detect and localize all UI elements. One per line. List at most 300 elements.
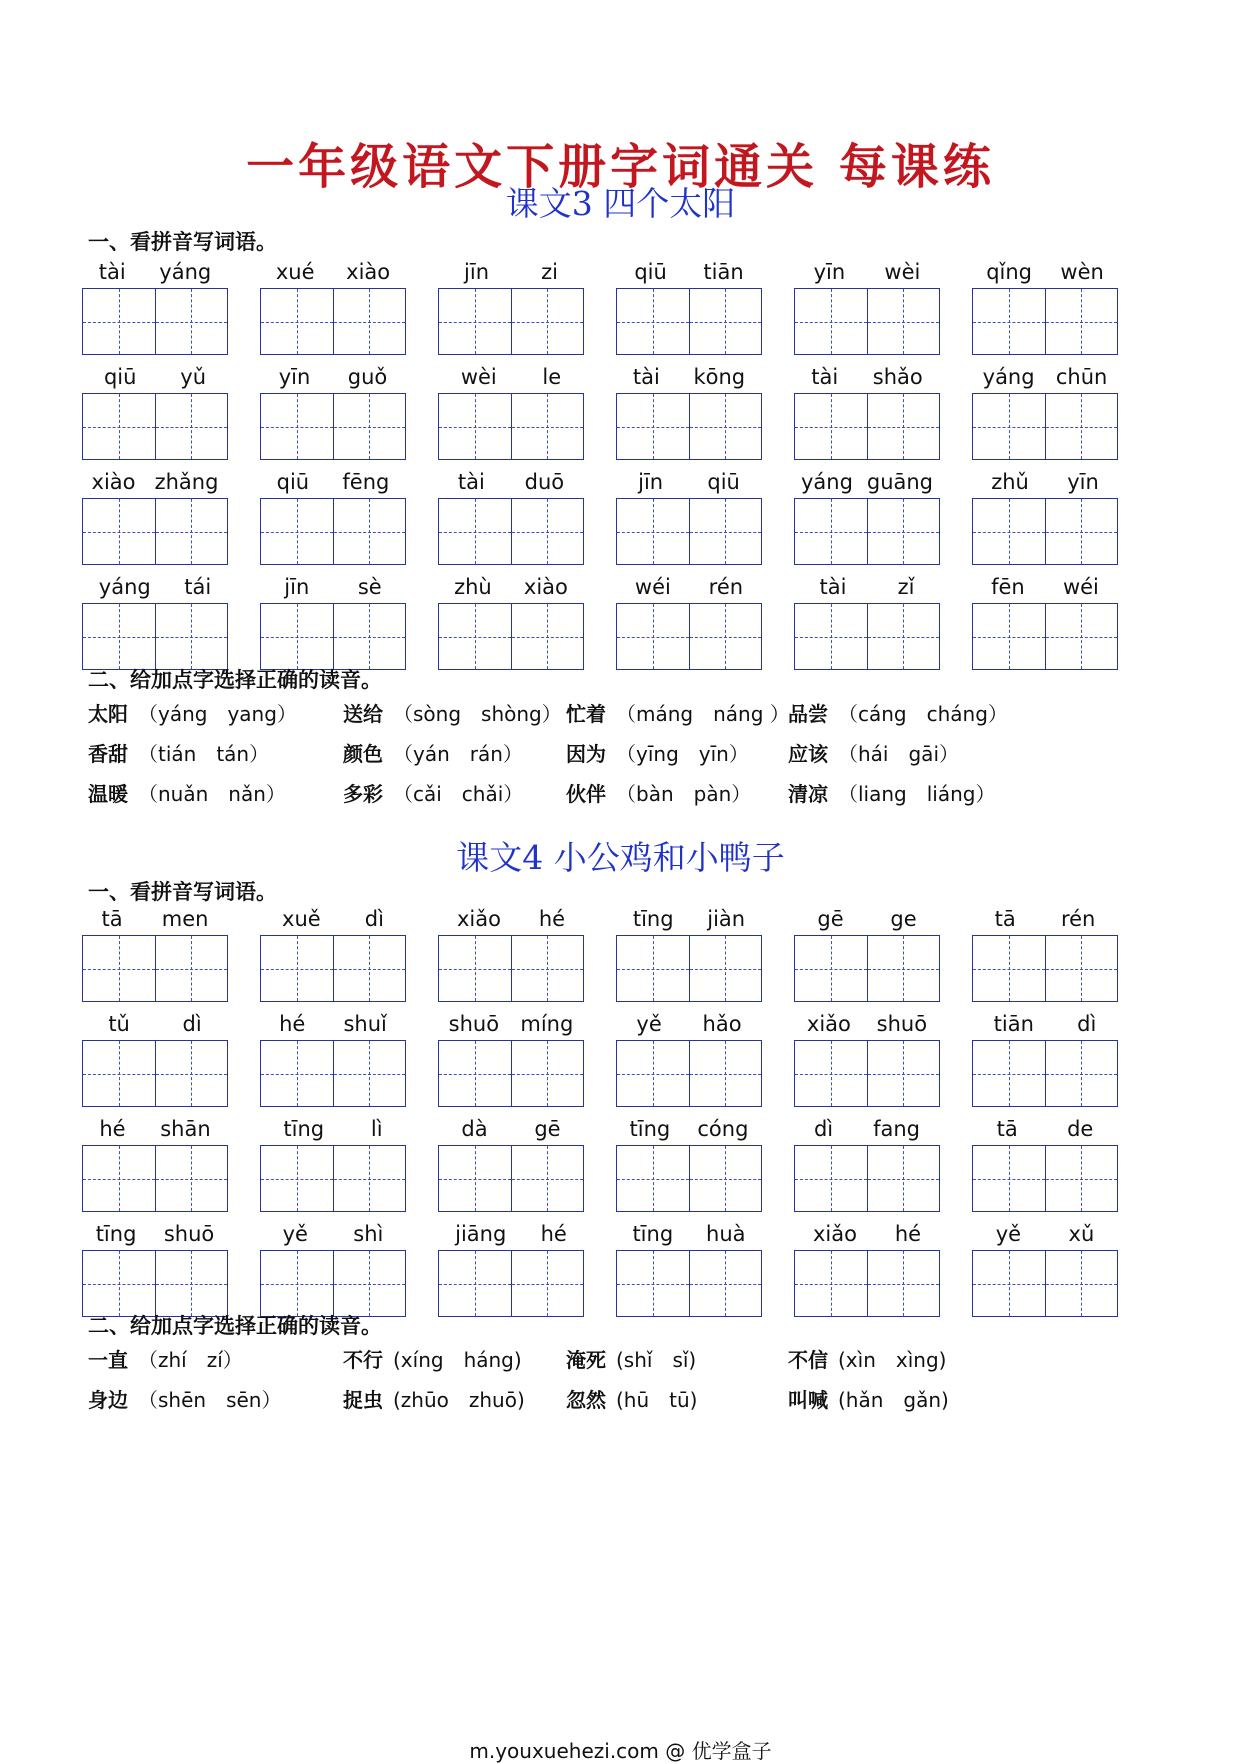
pinyin-label — [972, 1008, 1118, 1040]
writing-box[interactable] — [438, 288, 584, 355]
pinyin-syllable: qǐng — [986, 260, 1032, 284]
character-square[interactable] — [155, 936, 228, 1001]
reading-options[interactable]: （liang liáng） — [838, 782, 996, 806]
pinyin-syllable: tài — [811, 365, 839, 389]
character-square[interactable] — [439, 1251, 511, 1316]
reading-item — [343, 778, 523, 807]
reading-options[interactable]: （nuǎn nǎn） — [138, 782, 286, 806]
character-square[interactable] — [261, 936, 333, 1001]
character-square[interactable] — [511, 499, 584, 564]
word-cell — [260, 361, 406, 460]
grid-row — [82, 1008, 1122, 1113]
pinyin-syllable: fēng — [342, 470, 390, 494]
character-square[interactable] — [795, 289, 867, 354]
word-cell — [972, 1008, 1118, 1107]
character-square[interactable] — [689, 936, 762, 1001]
pinyin-syllable: tīng — [629, 1117, 671, 1141]
reading-row — [88, 1384, 1128, 1424]
writing-box[interactable] — [82, 935, 228, 1002]
writing-box[interactable] — [82, 498, 228, 565]
character-square[interactable] — [155, 1251, 228, 1316]
writing-box[interactable] — [82, 288, 228, 355]
character-square[interactable] — [1045, 1251, 1118, 1316]
reading-item — [788, 1384, 949, 1413]
character-square[interactable] — [867, 499, 940, 564]
reading-word: 应该 — [788, 742, 828, 766]
writing-box[interactable] — [972, 603, 1118, 670]
character-square[interactable] — [439, 604, 511, 669]
writing-box[interactable] — [438, 1250, 584, 1317]
writing-box[interactable] — [438, 935, 584, 1002]
character-square[interactable] — [1045, 499, 1118, 564]
page-title: 一年级语文下册字词通关 每课练 — [246, 139, 995, 195]
pinyin-syllable: yǔ — [180, 365, 207, 389]
character-square[interactable] — [333, 1041, 406, 1106]
pinyin-syllable: hǎo — [702, 1012, 742, 1036]
word-cell — [438, 256, 584, 355]
reading-options[interactable]: （yáng yang） — [138, 702, 297, 726]
writing-box[interactable] — [616, 393, 762, 460]
pinyin-syllable: tā — [996, 1117, 1018, 1141]
pinyin-syllable: jīn — [284, 575, 310, 599]
character-square[interactable] — [261, 604, 333, 669]
pinyin-label — [260, 361, 406, 393]
pinyin-label — [82, 571, 228, 603]
writing-box[interactable] — [438, 603, 584, 670]
writing-box[interactable] — [82, 603, 228, 670]
pinyin-syllable: zhù — [454, 575, 492, 599]
pinyin-syllable: dì — [364, 907, 384, 931]
writing-box[interactable] — [794, 935, 940, 1002]
pinyin-syllable: xiǎo — [456, 907, 501, 931]
reading-item — [343, 1384, 525, 1413]
pinyin-label — [616, 1218, 762, 1250]
reading-options[interactable]: （máng náng ） — [616, 702, 790, 726]
character-square[interactable] — [439, 1146, 511, 1211]
word-cell — [82, 1113, 228, 1212]
writing-box[interactable] — [260, 498, 406, 565]
word-cell — [260, 466, 406, 565]
pinyin-syllable: xiǎo — [806, 1012, 851, 1036]
character-square[interactable] — [83, 394, 155, 459]
character-square[interactable] — [973, 499, 1045, 564]
pinyin-label — [972, 256, 1118, 288]
character-square[interactable] — [617, 936, 689, 1001]
character-square[interactable] — [439, 936, 511, 1001]
reading-options[interactable]: （cǎi chǎi） — [393, 782, 524, 806]
reading-word: 颜色 — [343, 742, 383, 766]
writing-box[interactable] — [438, 1040, 584, 1107]
character-square[interactable] — [333, 394, 406, 459]
character-square[interactable] — [261, 499, 333, 564]
writing-box[interactable] — [82, 1145, 228, 1212]
character-square[interactable] — [867, 1251, 940, 1316]
character-square[interactable] — [867, 394, 940, 459]
character-square[interactable] — [155, 394, 228, 459]
word-cell — [260, 256, 406, 355]
pinyin-syllable: jīn — [464, 260, 490, 284]
pinyin-label — [82, 466, 228, 498]
pinyin-label — [616, 571, 762, 603]
pinyin-syllable: men — [161, 907, 209, 931]
writing-box[interactable] — [616, 1040, 762, 1107]
character-square[interactable] — [867, 1041, 940, 1106]
character-square[interactable] — [973, 1251, 1045, 1316]
character-square[interactable] — [511, 1251, 584, 1316]
reading-word: 不行 — [343, 1348, 383, 1372]
pinyin-syllable: qiū — [103, 365, 137, 389]
pinyin-syllable: tái — [184, 575, 212, 599]
word-cell — [972, 256, 1118, 355]
pinyin-label — [82, 1008, 228, 1040]
pinyin-syllable: shuō — [163, 1222, 215, 1246]
reading-options[interactable]: (zhūo zhuō) — [393, 1388, 525, 1412]
grid-row — [82, 466, 1122, 571]
pinyin-syllable: shuō — [448, 1012, 500, 1036]
writing-box[interactable] — [794, 498, 940, 565]
pinyin-syllable: wèi — [460, 365, 497, 389]
reading-word: 太阳 — [88, 702, 128, 726]
pinyin-syllable: tài — [98, 260, 126, 284]
character-square[interactable] — [867, 936, 940, 1001]
pinyin-syllable: tài — [457, 470, 485, 494]
character-square[interactable] — [795, 1041, 867, 1106]
character-square[interactable] — [261, 1041, 333, 1106]
character-square[interactable] — [689, 1251, 762, 1316]
reading-options[interactable]: （hái gāi） — [838, 742, 959, 766]
writing-box[interactable] — [794, 288, 940, 355]
pinyin-syllable: rén — [1060, 907, 1096, 931]
word-cell — [82, 571, 228, 670]
writing-box[interactable] — [260, 1145, 406, 1212]
character-square[interactable] — [617, 1251, 689, 1316]
character-square[interactable] — [617, 604, 689, 669]
word-cell — [972, 1218, 1118, 1317]
pinyin-label — [438, 1113, 584, 1145]
pinyin-syllable: le — [542, 365, 562, 389]
reading-item — [343, 738, 523, 767]
character-square[interactable] — [867, 1146, 940, 1211]
pinyin-syllable: shuǐ — [343, 1012, 387, 1036]
character-square[interactable] — [689, 1041, 762, 1106]
reading-item — [566, 698, 790, 727]
character-square[interactable] — [1045, 936, 1118, 1001]
character-square[interactable] — [439, 499, 511, 564]
writing-box[interactable] — [972, 393, 1118, 460]
writing-box[interactable] — [616, 1250, 762, 1317]
reading-options[interactable]: （tián tán） — [138, 742, 270, 766]
reading-options[interactable]: (xíng háng) — [393, 1348, 522, 1372]
character-square[interactable] — [333, 289, 406, 354]
writing-box[interactable] — [972, 1040, 1118, 1107]
grid-row — [82, 571, 1122, 676]
pinyin-label — [260, 571, 406, 603]
pinyin-syllable: sè — [357, 575, 382, 599]
character-square[interactable] — [511, 394, 584, 459]
pinyin-label — [972, 1113, 1118, 1145]
pinyin-label — [794, 256, 940, 288]
pinyin-syllable: shǎo — [872, 365, 923, 389]
writing-box[interactable] — [438, 1145, 584, 1212]
character-square[interactable] — [973, 936, 1045, 1001]
pinyin-label — [438, 466, 584, 498]
character-square[interactable] — [795, 936, 867, 1001]
character-square[interactable] — [83, 289, 155, 354]
character-square[interactable] — [333, 1251, 406, 1316]
word-cell — [616, 1008, 762, 1107]
pinyin-syllable: tài — [819, 575, 847, 599]
character-square[interactable] — [689, 394, 762, 459]
writing-box[interactable] — [616, 1145, 762, 1212]
character-square[interactable] — [795, 394, 867, 459]
pinyin-syllable: zǐ — [897, 575, 915, 599]
reading-item — [788, 778, 995, 807]
character-square[interactable] — [83, 936, 155, 1001]
pinyin-syllable: tā — [101, 907, 123, 931]
pinyin-label — [616, 256, 762, 288]
footer-url: m.youxuehezi.com @ 优学盒子 — [469, 1739, 772, 1763]
pinyin-syllable: zi — [541, 260, 558, 284]
character-square[interactable] — [689, 289, 762, 354]
word-cell — [260, 1218, 406, 1317]
character-square[interactable] — [261, 394, 333, 459]
reading-options[interactable]: （yán rán） — [393, 742, 523, 766]
writing-box[interactable] — [260, 393, 406, 460]
character-square[interactable] — [511, 1146, 584, 1211]
pinyin-syllable: dì — [813, 1117, 834, 1141]
pinyin-label — [82, 256, 228, 288]
pinyin-label — [794, 361, 940, 393]
writing-box[interactable] — [794, 603, 940, 670]
pinyin-syllable: hé — [279, 1012, 306, 1036]
writing-box[interactable] — [260, 1040, 406, 1107]
writing-box[interactable] — [794, 1040, 940, 1107]
reading-options[interactable]: （sòng shòng） — [393, 702, 562, 726]
character-square[interactable] — [83, 1251, 155, 1316]
lesson-3-section-2-heading: 二、给加点字选择正确的读音。 — [88, 668, 382, 692]
character-square[interactable] — [1045, 394, 1118, 459]
pinyin-syllable: jiàn — [707, 907, 746, 931]
character-square[interactable] — [973, 289, 1045, 354]
word-cell — [438, 361, 584, 460]
word-cell — [260, 1008, 406, 1107]
word-cell — [438, 1113, 584, 1212]
pinyin-label — [616, 903, 762, 935]
writing-box[interactable] — [616, 498, 762, 565]
lesson-4-title: 课文4 小公鸡和小鸭子 — [456, 838, 785, 877]
reading-item — [566, 738, 749, 767]
character-square[interactable] — [155, 604, 228, 669]
pinyin-syllable: xiào — [346, 260, 391, 284]
reading-options[interactable]: （bàn pàn） — [616, 782, 752, 806]
reading-options[interactable]: （cáng cháng） — [838, 702, 1008, 726]
character-square[interactable] — [617, 499, 689, 564]
character-square[interactable] — [973, 394, 1045, 459]
character-square[interactable] — [439, 1041, 511, 1106]
reading-options[interactable]: （shēn sēn） — [138, 1388, 282, 1412]
pinyin-label — [972, 1218, 1118, 1250]
pinyin-syllable: yīn — [278, 365, 311, 389]
pinyin-syllable: rén — [708, 575, 744, 599]
character-square[interactable] — [867, 289, 940, 354]
writing-box[interactable] — [616, 935, 762, 1002]
character-square[interactable] — [333, 604, 406, 669]
character-square[interactable] — [1045, 1146, 1118, 1211]
character-square[interactable] — [83, 1041, 155, 1106]
pinyin-label — [438, 903, 584, 935]
reading-row — [88, 1344, 1128, 1384]
character-square[interactable] — [261, 289, 333, 354]
pinyin-syllable: guāng — [866, 470, 934, 494]
word-cell — [260, 571, 406, 670]
character-square[interactable] — [795, 499, 867, 564]
character-square[interactable] — [867, 604, 940, 669]
character-square[interactable] — [689, 1146, 762, 1211]
writing-box[interactable] — [794, 393, 940, 460]
reading-item — [343, 698, 562, 727]
writing-box[interactable] — [616, 288, 762, 355]
character-square[interactable] — [261, 1146, 333, 1211]
writing-box[interactable] — [82, 1250, 228, 1317]
character-square[interactable] — [973, 1146, 1045, 1211]
reading-word: 送给 — [343, 702, 383, 726]
reading-item — [566, 1384, 697, 1413]
word-cell — [82, 361, 228, 460]
pinyin-label — [794, 1218, 940, 1250]
word-cell — [438, 466, 584, 565]
reading-item — [88, 698, 297, 727]
writing-box[interactable] — [82, 393, 228, 460]
writing-box[interactable] — [972, 1145, 1118, 1212]
pinyin-syllable: xiào — [91, 470, 136, 494]
pinyin-label — [972, 903, 1118, 935]
writing-box[interactable] — [972, 1250, 1118, 1317]
reading-options[interactable]: (shǐ sǐ) — [616, 1348, 697, 1372]
character-square[interactable] — [83, 499, 155, 564]
pinyin-syllable: duō — [524, 470, 565, 494]
character-square[interactable] — [155, 1041, 228, 1106]
pinyin-syllable: xué — [275, 260, 315, 284]
writing-box[interactable] — [82, 1040, 228, 1107]
character-square[interactable] — [689, 499, 762, 564]
pinyin-syllable: hé — [99, 1117, 126, 1141]
reading-options[interactable]: （zhí zí） — [138, 1348, 243, 1372]
character-square[interactable] — [689, 604, 762, 669]
pinyin-syllable: yě — [995, 1222, 1022, 1246]
character-square[interactable] — [261, 1251, 333, 1316]
pinyin-label — [794, 1113, 940, 1145]
pinyin-syllable: yáng — [159, 260, 212, 284]
character-square[interactable] — [155, 499, 228, 564]
writing-box[interactable] — [972, 935, 1118, 1002]
pinyin-syllable: wèn — [1060, 260, 1104, 284]
character-square[interactable] — [511, 936, 584, 1001]
word-cell — [794, 466, 940, 565]
word-cell — [794, 1113, 940, 1212]
character-square[interactable] — [333, 936, 406, 1001]
character-square[interactable] — [973, 604, 1045, 669]
character-square[interactable] — [795, 1251, 867, 1316]
lesson-3-reading-choices — [88, 698, 1128, 818]
pinyin-syllable: fang — [873, 1117, 920, 1141]
word-cell — [972, 571, 1118, 670]
reading-options[interactable]: (hǎn gǎn) — [838, 1388, 949, 1412]
character-square[interactable] — [617, 1041, 689, 1106]
character-square[interactable] — [155, 289, 228, 354]
pinyin-syllable: de — [1067, 1117, 1094, 1141]
character-square[interactable] — [155, 1146, 228, 1211]
pinyin-label — [972, 571, 1118, 603]
writing-box[interactable] — [260, 288, 406, 355]
grid-row — [82, 361, 1122, 466]
character-square[interactable] — [795, 1146, 867, 1211]
word-cell — [616, 1218, 762, 1317]
reading-options[interactable]: (hū tū) — [616, 1388, 698, 1412]
writing-box[interactable] — [260, 935, 406, 1002]
reading-item — [566, 1344, 696, 1373]
pinyin-syllable: hé — [540, 1222, 567, 1246]
writing-box[interactable] — [794, 1250, 940, 1317]
writing-box[interactable] — [438, 498, 584, 565]
character-square[interactable] — [617, 1146, 689, 1211]
reading-item — [88, 1384, 281, 1413]
writing-box[interactable] — [972, 288, 1118, 355]
pinyin-syllable: xiào — [523, 575, 568, 599]
reading-word: 叫喊 — [788, 1388, 828, 1412]
reading-options[interactable]: (xìn xìng) — [838, 1348, 947, 1372]
pinyin-label — [616, 466, 762, 498]
character-square[interactable] — [333, 1146, 406, 1211]
character-square[interactable] — [973, 1041, 1045, 1106]
character-square[interactable] — [511, 604, 584, 669]
character-square[interactable] — [511, 1041, 584, 1106]
pinyin-label — [794, 903, 940, 935]
writing-box[interactable] — [616, 603, 762, 670]
character-square[interactable] — [617, 289, 689, 354]
pinyin-label — [616, 361, 762, 393]
character-square[interactable] — [439, 394, 511, 459]
character-square[interactable] — [439, 289, 511, 354]
writing-box[interactable] — [438, 393, 584, 460]
pinyin-label — [260, 1218, 406, 1250]
reading-item — [788, 1344, 946, 1373]
character-square[interactable] — [83, 1146, 155, 1211]
pinyin-label — [972, 466, 1118, 498]
character-square[interactable] — [333, 499, 406, 564]
character-square[interactable] — [511, 289, 584, 354]
pinyin-syllable: yīn — [1067, 470, 1099, 494]
word-cell — [616, 1113, 762, 1212]
character-square[interactable] — [1045, 289, 1118, 354]
character-square[interactable] — [1045, 1041, 1118, 1106]
reading-item — [343, 1344, 522, 1373]
pinyin-label — [260, 1113, 406, 1145]
character-square[interactable] — [83, 604, 155, 669]
reading-options[interactable]: （yīng yīn） — [616, 742, 749, 766]
word-cell — [438, 1218, 584, 1317]
character-square[interactable] — [795, 604, 867, 669]
pinyin-syllable: dà — [461, 1117, 488, 1141]
character-square[interactable] — [1045, 604, 1118, 669]
writing-box[interactable] — [260, 603, 406, 670]
writing-box[interactable] — [260, 1250, 406, 1317]
character-square[interactable] — [617, 394, 689, 459]
writing-box[interactable] — [794, 1145, 940, 1212]
writing-box[interactable] — [972, 498, 1118, 565]
reading-item — [88, 778, 286, 807]
word-cell — [794, 361, 940, 460]
grid-row — [82, 1113, 1122, 1218]
